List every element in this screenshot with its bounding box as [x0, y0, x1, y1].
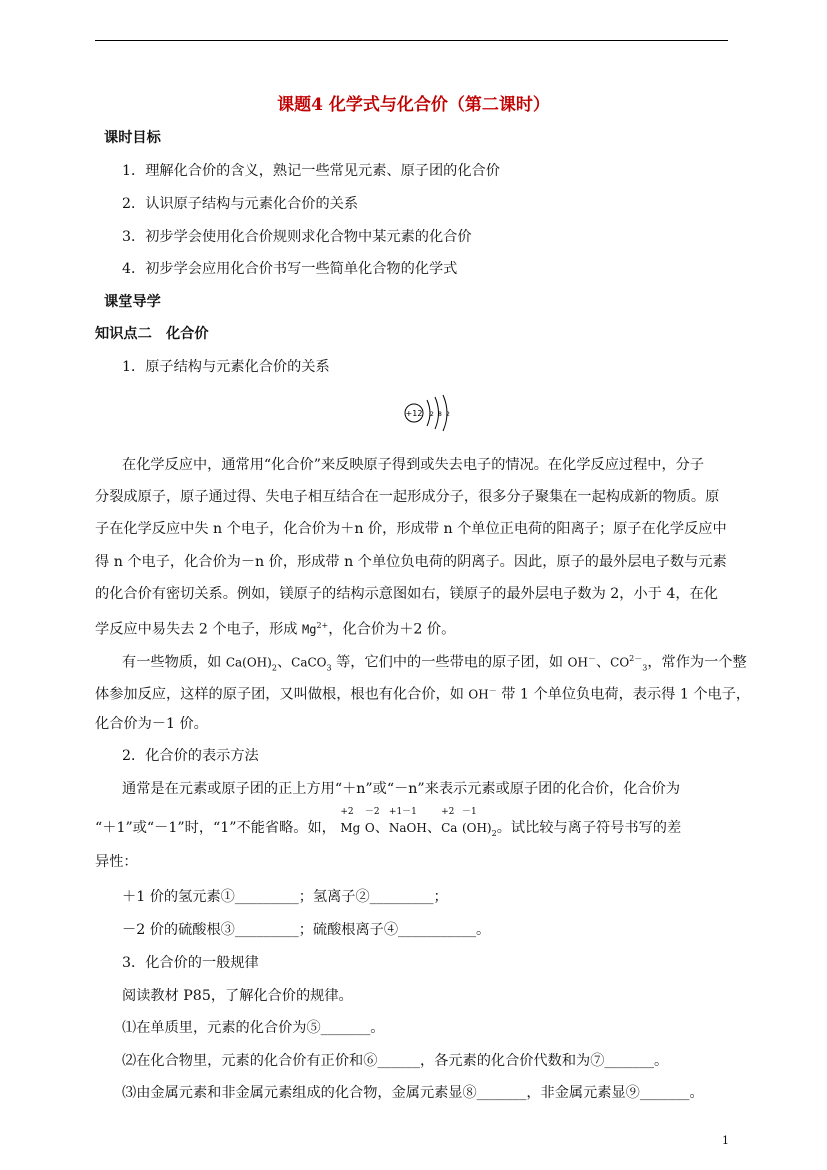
nucleus-charge: +12 — [405, 409, 423, 418]
paragraph-line: 体参加反应，这样的原子团，又叫做根，根也有化合价，如 OH－ 带 1 个单位负电荷，表示得 1 个电子， — [95, 686, 751, 703]
rule-item: ⑶由金属元素和非金属元素组成的化合物，金属元素显⑧_______，非金属元素显⑨_______。 — [122, 1085, 704, 1101]
goal-item: 2．认识原子结构与元素化合价的关系 — [122, 196, 359, 212]
rule-item: ⑴在单质里，元素的化合价为⑤_______。 — [122, 1020, 385, 1036]
paragraph-line: 化合价为－1 价。 — [95, 716, 208, 732]
page-number: 1 — [722, 1134, 729, 1147]
paragraph-line: 阅读教材 P85，了解化合价的规律。 — [122, 988, 353, 1004]
guide-heading: 课堂导学 — [104, 294, 161, 310]
shell-count: 2 — [446, 411, 450, 418]
section-heading: 3．化合价的一般规律 — [122, 955, 259, 971]
rule-item: ⑵在化合物里，元素的化合价有正价和⑥______，各元素的化合价代数和为⑦_______。 — [122, 1053, 669, 1069]
knowledge-point-heading: 知识点二 化合价 — [95, 326, 209, 342]
paragraph-line: 学反应中易失去 2 个电子，形成 $Mg^{2+}$，化合价为＋2 价。 — [95, 621, 456, 638]
lesson-title: 课题4 化学式与化合价（第二课时） — [277, 95, 550, 115]
paragraph-line: 通常是在元素或原子团的正上方用“＋n”或“－n”来表示元素或原子团的化合价，化合价为 — [122, 781, 681, 797]
paragraph-line: 异性： — [95, 854, 138, 870]
shell-count: 2 — [430, 411, 434, 418]
header-rule — [95, 40, 728, 41]
goal-item: 1．理解化合价的含义，熟记一些常见元素、原子团的化合价 — [122, 163, 500, 179]
goal-item: 3．初步学会使用化合价规则求化合物中某元素的化合价 — [122, 229, 472, 245]
paragraph-line: 有一些物质，如 $Ca(OH)_2$、CaCO$_3$ 等，它们中的一些带电的原子团，如 OH－、$CO^{2-}_3$，常作为一个整 — [122, 654, 747, 673]
paragraph-line: 子在化学反应中失 n 个电子，化合价为＋n 价，形成带 n 个单位正电荷的阳离子；原子在化学反应中 — [95, 521, 727, 537]
paragraph-line: 的化合价有密切关系。例如，镁原子的结构示意图如右，镁原子的最外层电子数为 2，小于 4，在化 — [95, 586, 718, 602]
shell-count: 8 — [438, 411, 442, 418]
paragraph-line: 在化学反应中，通常用“化合价”来反映原子得到或失去电子的情况。在化学反应过程中，分子 — [122, 457, 705, 473]
paragraph-line: 得 n 个电子，化合价为－n 价，形成带 n 个单位负电荷的阴离子。因此，原子的最外层电子数与元素 — [95, 554, 727, 570]
fill-in-question: －2 价的硫酸根③_________；硫酸根离子④___________。 — [122, 922, 491, 938]
goal-item: 4．初步学会应用化合价书写一些简单化合物的化学式 — [122, 261, 458, 277]
section-heading: 1．原子结构与元素化合价的关系 — [122, 359, 330, 375]
section-heading: 2．化合价的表示方法 — [122, 748, 259, 764]
goals-heading: 课时目标 — [104, 130, 161, 146]
magnesium-atom-diagram — [400, 392, 460, 434]
paragraph-line: 分裂成原子，原子通过得、失电子相互结合在一起形成分子，很多分子聚集在一起构成新的物质。原 — [95, 489, 720, 505]
paragraph-line: “＋1”或“－1”时，“1”不能省略。如， +2 Mg －2 O、 +1－1 NaOH、 +2 Ca －1 $(OH)_2$。试比较与离子符号书写的差 — [95, 807, 682, 838]
fill-in-question: ＋1 价的氢元素①_________；氢离子②_________； — [122, 889, 448, 905]
